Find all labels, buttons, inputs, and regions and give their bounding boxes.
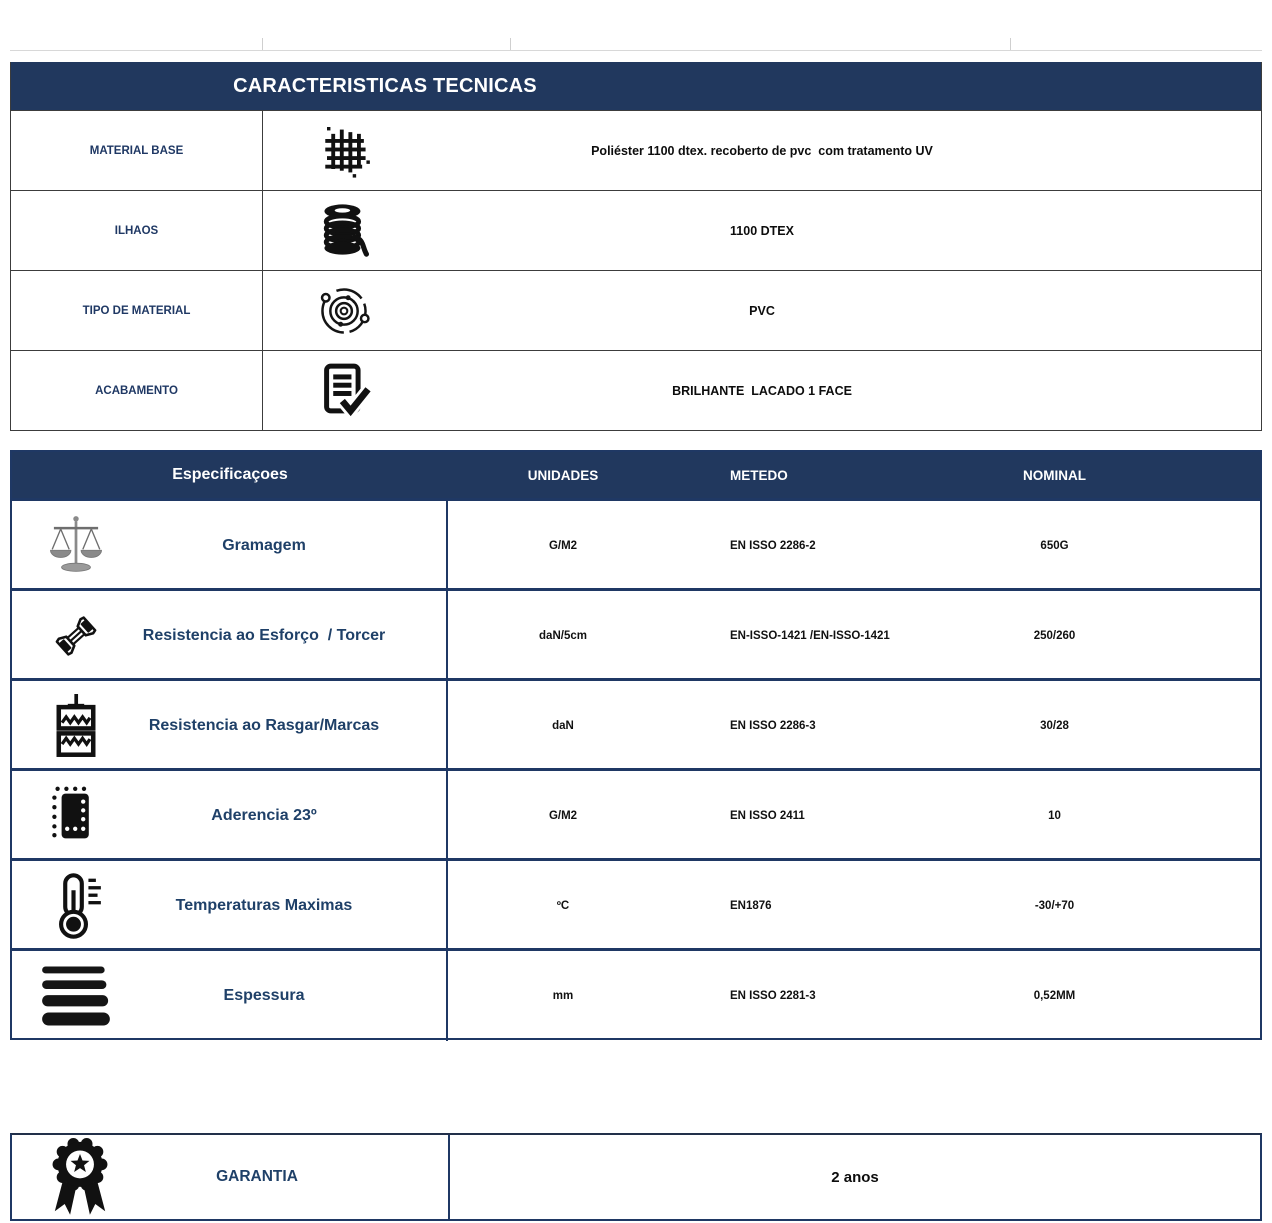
- column-header-nominal: NOMINAL: [1023, 467, 1086, 483]
- row-value: BRILHANTE LACADO 1 FACE: [672, 383, 852, 398]
- tech-table-header: [11, 62, 1261, 110]
- row-value: Poliéster 1100 dtex. recoberto de pvc com tratamento UV: [591, 143, 933, 158]
- spec-method: EN ISSO 2411: [730, 810, 805, 822]
- spec-nominal: 0,52MM: [1033, 990, 1076, 1002]
- table-row: [11, 350, 1261, 430]
- column-header-units: UNIDADES: [527, 467, 599, 483]
- spec-label: Aderencia 23º: [211, 807, 317, 824]
- spec-method: EN ISSO 2286-2: [730, 540, 816, 552]
- tech-table-title: CARACTERISTICAS TECNICAS: [233, 74, 537, 97]
- warranty-table: [10, 1133, 1262, 1221]
- table-row: [11, 190, 1261, 270]
- row-label: ILHAOS: [114, 224, 159, 237]
- gridline-artifact: [10, 50, 1262, 51]
- table-row: [12, 678, 1260, 768]
- spec-units: mm: [552, 990, 574, 1002]
- spec-units: daN/5cm: [539, 630, 587, 642]
- row-value: 1100 DTEX: [730, 223, 794, 238]
- spec-method: EN ISSO 2286-3: [730, 720, 816, 732]
- tear-test-icon: [36, 694, 116, 758]
- thermometer-icon: [36, 872, 116, 940]
- spec-nominal: 10: [1048, 810, 1061, 822]
- spec-label: Temperaturas Maximas: [175, 897, 353, 914]
- table-row: [12, 498, 1260, 588]
- gridline-tick: [1010, 38, 1011, 50]
- adhesion-icon: [36, 784, 116, 848]
- rope-coil-icon: [315, 201, 375, 261]
- spec-label: Gramagem: [222, 537, 306, 554]
- column-header-spec: Especificaçoes: [172, 466, 288, 483]
- spec-nominal: -30/+70: [1034, 900, 1075, 912]
- weave-grid-icon: [315, 121, 375, 181]
- spec-label: Espessura: [223, 987, 305, 1004]
- spec-method: EN-ISSO-1421 /EN-ISSO-1421: [730, 630, 890, 642]
- warranty-label: GARANTIA: [216, 1168, 298, 1185]
- balance-scale-icon: [36, 512, 116, 580]
- table-row: [12, 858, 1260, 948]
- spec-label: Resistencia ao Esforço / Torcer: [142, 627, 386, 644]
- spec-nominal: 650G: [1040, 540, 1069, 552]
- spec-nominal: 250/260: [1033, 630, 1076, 642]
- specifications-table: [10, 450, 1262, 1040]
- warranty-value: 2 anos: [831, 1168, 879, 1186]
- row-label: TIPO DE MATERIAL: [82, 304, 191, 317]
- spec-method: EN1876: [730, 900, 772, 912]
- row-label: MATERIAL BASE: [89, 144, 184, 157]
- atom-icon: [315, 282, 373, 340]
- spec-units: ºC: [556, 900, 570, 912]
- thickness-layers-icon: [36, 963, 116, 1029]
- document-check-icon: [315, 362, 373, 420]
- row-value: PVC: [749, 303, 775, 318]
- spec-units: G/M2: [548, 810, 578, 822]
- column-header-method: METEDO: [730, 467, 788, 483]
- spec-units: daN: [552, 720, 574, 732]
- table-row: [12, 588, 1260, 678]
- gridline-tick: [262, 38, 263, 50]
- spec-label: Resistencia ao Rasgar/Marcas: [148, 717, 380, 734]
- spec-method: EN ISSO 2281-3: [730, 990, 816, 1002]
- spec-nominal: 30/28: [1040, 720, 1069, 732]
- gridline-tick: [510, 38, 511, 50]
- tech-characteristics-table: [10, 62, 1262, 431]
- table-row: [11, 110, 1261, 190]
- spec-table-header: [12, 452, 1260, 498]
- table-row: [12, 768, 1260, 858]
- row-label: ACABAMENTO: [95, 384, 178, 397]
- table-row: [11, 270, 1261, 350]
- table-row: [12, 948, 1260, 1038]
- dumbbell-icon: [36, 606, 116, 666]
- spec-units: G/M2: [548, 540, 578, 552]
- award-ribbon-icon: [34, 1135, 126, 1219]
